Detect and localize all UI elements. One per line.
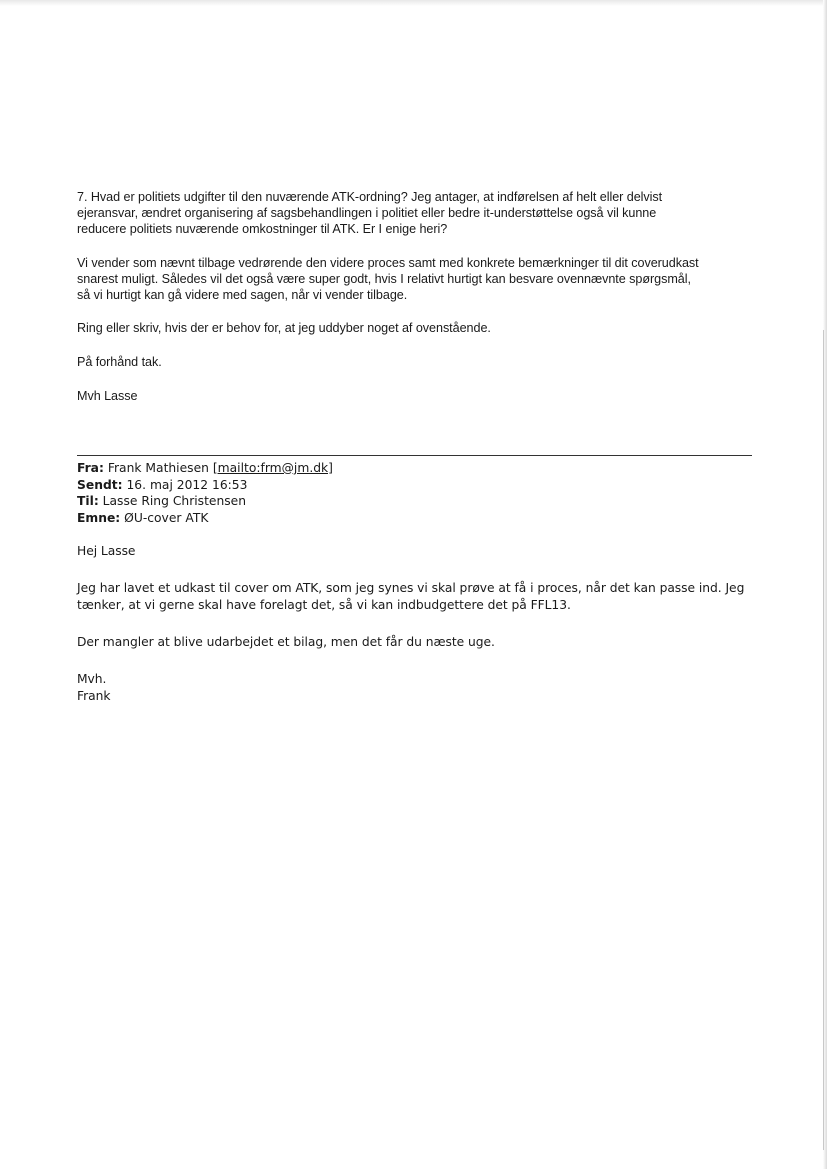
from-line (77, 460, 767, 477)
sent-label: Sendt: (77, 477, 123, 492)
text-line: snarest muligt. Således vil det også være super godt, hvis I relativt hurtigt kan besvare ovennævnte spørgsmål, (77, 272, 691, 286)
to-line (77, 493, 767, 510)
followup-paragraph (77, 255, 767, 303)
text-line: tænker, at vi gerne skal have forelagt det, så vi kan indbudgettere det på FFL13. (77, 597, 571, 612)
call-or-write-paragraph: Ring eller skriv, hvis der er behov for, at jeg uddyber noget af ovenstående. (77, 321, 491, 335)
from-mailto-link[interactable]: [mailto:frm@jm.dk] (212, 461, 333, 475)
sent-value: 16. maj 2012 16:53 (126, 477, 248, 492)
sent-line (77, 477, 767, 494)
text-line: Jeg har lavet et udkast til cover om ATK, som jeg synes vi skal prøve at få i proces, når det kan passe ind. Jeg (77, 581, 745, 595)
scan-margin-line (823, 330, 824, 1150)
question-7-paragraph (77, 189, 767, 237)
text-line: Vi vender som nævnt tilbage vedrørende den videre proces samt med konkrete bemærkninger til dit coverudkast (77, 256, 699, 270)
scan-edge-top (0, 0, 827, 6)
subject-label: Emne: (77, 510, 121, 525)
subject-line (77, 510, 767, 527)
signoff-mvh: Mvh. (77, 672, 107, 686)
text-line: reducere politiets nuværende omkostninger til ATK. Er I enige heri? (77, 222, 448, 236)
text-line: 7. Hvad er politiets udgifter til den nuværende ATK-ordning? Jeg antager, at indførelsen af helt eller delvist (77, 190, 663, 204)
thanks-paragraph: På forhånd tak. (77, 355, 162, 369)
quoted-signoff (77, 671, 767, 704)
from-label: Fra: (77, 461, 104, 475)
quoted-email-header (77, 460, 767, 526)
quoted-paragraph-2: Der mangler at blive udarbejdet et bilag, men det får du næste uge. (77, 635, 495, 649)
from-name: Frank Mathiesen (107, 461, 209, 475)
quoted-greeting: Hej Lasse (77, 544, 136, 558)
signoff-lasse: Mvh Lasse (77, 389, 138, 403)
signoff-frank: Frank (77, 688, 111, 703)
subject-value: ØU-cover ATK (124, 510, 209, 525)
quoted-message-separator (77, 455, 752, 456)
to-value: Lasse Ring Christensen (102, 494, 247, 508)
to-label: Til: (77, 494, 99, 508)
quoted-paragraph-1 (77, 580, 767, 613)
text-line: ejeransvar, ændret organisering af sagsbehandlingen i politiet eller bedre it-understøttelse også vil kunne (77, 206, 657, 220)
text-line: så vi hurtigt kan gå videre med sagen, når vi vender tilbage. (77, 288, 408, 302)
